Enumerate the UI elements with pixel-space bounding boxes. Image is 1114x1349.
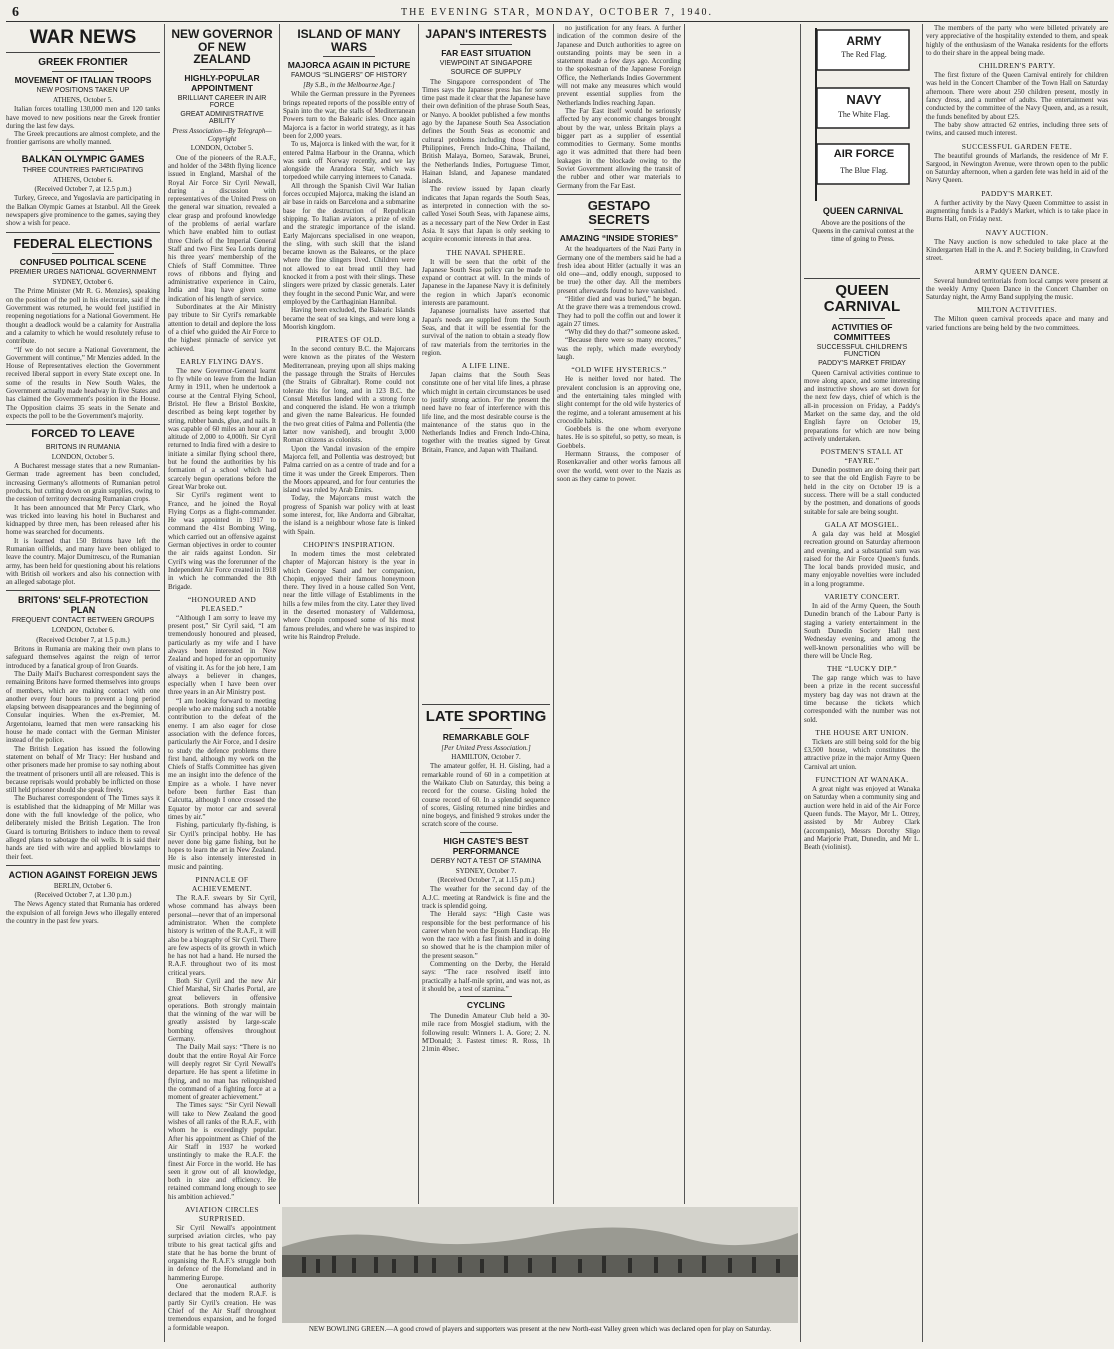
paragraph: Upon the Vandal invasion of the empire Majorca fell, and Pollentia was destroyed; but Palma carried on as a centre of trade and for a time it was under the Greek Emperors. Then the Moors appeared, and for four centuries the island was ruled by Arab Emirs. — [283, 444, 415, 495]
subhead: EARLY FLYING DAYS. — [180, 356, 264, 366]
paragraph: The new Governor-General learnt to fly while on leave from the Indian Army in 1911, when he undertook a course at the Central Flying School, Bristol. He flew a Bristol Boxkite, described as being kept together by string, rubber bands, glue, and nails. It was capable of 60 miles an hour at an altitude of 2,000 to 4,000ft. Sir Cyril returned to India fired with a desire to initiate a similar flying school there, but he found the authorities by his formation of a school which had scarcely begun operations before the Great War broke out. — [168, 366, 276, 491]
column-rule — [279, 24, 280, 1204]
paragraph: While the German pressure in the Pyrenees brings repeated reports of the possible entry of Spain into the war, the stalls of Mediterranean Powers turn to the Balearic isles. Once again Majorca is a factor in world strategy, as it has been for 2,000 years. — [283, 90, 415, 140]
paragraph: “Although I am sorry to leave my present post,” Sir Cyril said, “I am tremendously honoured and pleased, particularly as my wife and I have always been interested in New Zealand and hoped for an opportunity of visiting it. As for the job here, I am always a believer in changes, especially when I have been over three years in an Air Ministry post. — [168, 613, 276, 697]
navy-label: NAVY — [846, 92, 882, 107]
crowd-photo-icon — [282, 1207, 798, 1323]
subhead: FUNCTION AT WANAKA. — [815, 775, 909, 785]
deck: SOURCE OF SUPPLY — [450, 68, 522, 76]
photo-caption: NEW BOWLING GREEN.—A good crowd of players and supporters was present at the new North-east Valley green which was declared open for play on Saturday. — [308, 1325, 772, 1333]
paragraph: Subordinates at the Air Ministry pay tribute to Sir Cyril's remarkable attention to detail and deplore the loss of a chief who guided the Air Force to the highest pinnacle of service yet achieved. — [168, 303, 276, 353]
dateline: ATHENS, October 6. — [53, 175, 113, 184]
credit: [By S.B., in the Melbourne Age.] — [303, 81, 395, 90]
army-flag-label: The Red Flag. — [841, 50, 887, 59]
paragraph: “Hitler died and was buried,” he began. At the grave there was a tremendous crowd. They had to poll the coffin out and lower it again 27 times. — [557, 295, 681, 328]
subhead: “OLD WIFE HYSTERICS.” — [571, 365, 667, 375]
headline: GESTAPO SECRETS — [587, 197, 651, 227]
paragraph: A great night was enjoyed at Wanaka on Saturday when a community sing and auction were held in aid of the Air Force Queen funds. The Mayor, Mr L. Ottrey, assisted by Mr Aubrey Clark (accompanist), Messrs Dorothy Sligo and Marjorie Pratt, Dunedin, and Mr L. Beath (violinist). — [804, 785, 920, 852]
headline: NEW GOVERNOR OF NEW ZEALAND — [171, 27, 273, 67]
paragraph: The weather for the second day of the A.J.C. meeting at Randwick is fine and the track is splendid going. — [422, 885, 550, 910]
deck: FAR EAST SITUATION — [441, 47, 531, 58]
deck: CONFUSED POLITICAL SCENE — [19, 257, 147, 268]
deck: BRITONS IN RUMANIA — [45, 443, 121, 451]
deck: AMAZING “INSIDE STORIES” — [559, 233, 679, 244]
subhead: THE “LUCKY DIP.” — [826, 664, 898, 674]
masthead — [6, 3, 1108, 22]
paragraph: The gap range which was to have been a prize in the recent successful mystery bag day was not drawn at the time because the tickets which corresponded with the number was not sold. — [804, 674, 920, 724]
headline: ISLAND OF MANY WARS — [297, 27, 401, 54]
paragraph: In aid of the Army Queen, the South Dunedin branch of the Labour Party is staging a variety entertainment in the South Dunedin Society Hall next Wednesday evening, and among the well-known personalities who will be there will be Uncle Reg. — [804, 602, 920, 660]
subhead: CHOPIN'S INSPIRATION. — [303, 539, 395, 549]
subhead: PINNACLE OF ACHIEVEMENT. — [191, 875, 253, 894]
paragraph: no justification for any fears. A further indication of the common desire of the Japanese and Dutch authorities to agree on outstanding points may be seen in a statement made a few days ago. According to the spokesman of the Japanese Foreign Office, the Netherlands Indies Government will not make any measures which would prevent essential supplies from the Netherlands Indies reaching Japan. — [557, 24, 681, 107]
subhead: NAVY AUCTION. — [985, 227, 1049, 237]
dateline: SYDNEY, October 6. — [52, 278, 114, 287]
received-note: (Received October 7, at 1.5 p.m.) — [36, 635, 130, 644]
column-gestapo-secrets — [557, 24, 681, 1204]
deck: PREMIER URGES NATIONAL GOVERNMENT — [9, 269, 157, 277]
received-note: (Received October 7, at 12.5 p.m.) — [34, 185, 132, 194]
paragraph: “Because there were so many encores,” was the reply, which made everybody laugh. — [557, 336, 681, 362]
deck: MOVEMENT OF ITALIAN TROOPS — [14, 74, 152, 85]
paragraph: Britons in Rumania are making their own plans to safeguard themselves against the reign of terror introduced by a fanatical group of Iron Guards. — [6, 645, 160, 670]
headline: LATE SPORTING — [425, 708, 547, 725]
paragraph: A Bucharest message states that a new Rumanian-German trade agreement has been concluded, increasing Germany's allotments of Rumanian petrol products, but cutting down on grain supplies, owing to the cession of territory decreasing Rumanian crops. — [6, 462, 160, 504]
paragraph: Japan claims that the South Seas constitute one of her vital life lines, a phrase which might in certain circumstances be used to justify strong action. For the present the need have no fear of interference with this life line, and the most desirable course is the maintenance of the status quo in the Netherlands Indies and French Indo-China, together with the treaties signed by Great Britain, France, and Japan with Thailand. — [422, 371, 550, 454]
paragraph: Italian forces totalling 130,000 men and 120 tanks have moved to new positions near the Greek frontier during the last few days. — [6, 105, 160, 130]
paragraph: Japanese journalists have asserted that Japan's needs are supplied from the South Seas, and that it will be essential for the survival of the nation to obtain a steady flow of raw materials from the territories in the region. — [422, 307, 550, 357]
war-news-title: WAR NEWS — [29, 27, 137, 48]
paragraph: Having been excluded, the Balearic Islands became the seat of sea kings, and were long a Moorish kingdom. — [283, 306, 415, 331]
headline: FORCED TO LEAVE — [31, 428, 135, 441]
paragraph: The beautiful grounds of Marlands, the residence of Mr F. Sargood, in Newington Avenue, were thrown open to the public on Saturday afternoon, when a garden fete was held in aid of the Navy Queen. — [926, 151, 1108, 185]
column-japans-interests — [422, 24, 550, 699]
deck: VIEWPOINT AT SINGAPORE — [439, 59, 533, 67]
paragraph: Tickets are still being sold for the big £3,500 house, which constitutes the attractive prize in the major Army Queen Carnival art union. — [804, 737, 920, 771]
paragraph: Sir Cyril's regiment went to France, and he joined the Royal Flying Corps as a flight-commander. He was appointed in 1917 to command the 41st Bombing Wing, which carried out an offensive against German objectives in order to counter the air raids against London. Sir Cyril's wing was the forerunner of the Independent Air Force created in 1918 in which he commanded the 8th Brigade. — [168, 491, 276, 591]
paragraph: “I am looking forward to meeting people who are making such a notable contribution to the defeat of the enemy. I am also eager for close association with the defence forces, particularly the Air Force, and I desire to study the defence problems there first hand, although my work on the Chiefs of Staffs Committee has given me an insight into the defence of the Empire as a whole. I have never before been further East than Calcutta, although I once crossed the Equator by motor car and several times by air.” — [168, 696, 276, 821]
paragraph: It has been announced that Mr Percy Clark, who was tricked into leaving his hotel in Bucharest and kidnapped by three men, has been released after his home was searched for documents. — [6, 503, 160, 537]
paragraph: Several hundred territorials from local camps were present at the weekly Army Queen Dance in the Concert Chamber on Saturday night, the Army Band supplying the music. — [926, 276, 1108, 302]
deck: HIGHLY-POPULAR APPOINTMENT — [184, 72, 260, 93]
queen-carnival-flag-graphic — [808, 26, 918, 266]
paragraph: The amateur golfer, H. H. Gisling, had a remarkable round of 60 in a competition at the Waikato Club on Saturday, this being a record for the course. Gisling holed the course record of 60. In a splendid sequence of scores, Gisling returned nine birdies and nine bogeys, and finished 9 strokes under the scratch score of the course. — [422, 762, 550, 829]
received-note: (Received October 7, at 1.15 p.m.) — [437, 876, 535, 885]
subhead: PIRATES OF OLD. — [315, 335, 383, 345]
navy-flag-label: The White Flag. — [837, 110, 891, 119]
deck: NEW POSITIONS TAKEN UP — [36, 86, 130, 94]
paragraph: The Milton queen carnival proceeds apace and many and varied functions are being held by the two committees. — [926, 315, 1108, 332]
deck: PADDY'S MARKET FRIDAY — [818, 359, 906, 367]
headline: FEDERAL ELECTIONS — [13, 235, 153, 251]
dateline: ATHENS, October 5. — [53, 95, 113, 104]
credit: Press Association—By Telegraph—Copyright — [172, 126, 272, 144]
received-note: (Received October 7, at 1.30 p.m.) — [34, 891, 132, 900]
banner-caption-head: QUEEN CARNIVAL — [822, 206, 904, 216]
column-new-governor — [168, 24, 276, 1332]
column-rule — [922, 24, 923, 1342]
headline: JAPAN'S INTERESTS — [425, 27, 547, 41]
column-carnival-continued — [926, 24, 1108, 1344]
deck: THREE COUNTRIES PARTICIPATING — [22, 166, 144, 174]
paragraph: The review issued by Japan clearly indicates that Japan regards the South Seas, as interpreted in connection with the so-called Yosei South Seas, with Japanese aims, as a necessary part of the New Order in East Asia. It says that Japan is only seeking to acquire economic interests in that area. — [422, 185, 550, 244]
paragraph: He is neither loved nor hated. The prevalent conclusion is an approving one, and the entertaining tales mingled with slight contempt for the old wife hysterics of the regime, and a tolerant amusement at his crocodile habits. — [557, 375, 681, 425]
page-number: 6 — [12, 5, 19, 20]
dateline: LONDON, October 5. — [51, 452, 115, 461]
deck: MAJORCA AGAIN IN PICTURE — [287, 60, 411, 71]
paragraph: “Why did they do that?” someone asked. — [565, 328, 680, 337]
paper-dateline: THE EVENING STAR, MONDAY, OCTOBER 7, 1940. — [401, 7, 713, 18]
headline: QUEEN CARNIVAL — [823, 282, 901, 315]
paragraph: The Daily Mail's Bucharest correspondent says the remaining Britons have formed themselves into groups of members, which are making contact with one another every four hours to prevent a long period elapsing between disappearances and the beginning of Consular inquiries. When the ex-Premier, M. Argentoianu, learned that men were ransacking his house he made contact with the German Minister instead of the police. — [6, 669, 160, 745]
deck: GREAT ADMINISTRATIVE ABILITY — [180, 110, 264, 125]
paragraph: Fishing, particularly fly-fishing, is Sir Cyril's principal hobby. He has never done big game fishing, but he hopes to learn the art in New Zealand. He is also intensely interested in music and painting. — [168, 821, 276, 871]
subhead: THE NAVAL SPHERE. — [446, 247, 526, 257]
dateline: SYDNEY, October 7. — [455, 866, 517, 875]
paragraph: “If we do not secure a National Government, the Government will continue,” Mr Menzies added. In the House of Representatives election the Government received liberal support in every State except one. In some of the results in New South Wales, the Government actually made headway in five States and has claimed the Government's position in the House. The Opposition claims 35 seats in the Senate and expects the poll to be the Government's majority. — [6, 345, 160, 420]
army-label: ARMY — [846, 34, 882, 48]
paragraph: It is learned that 150 Britons have left the Rumanian oilfields, and many have been obliged to leave the country. Major Dumitrescu, of the Rumanian army, has been held for questioning about his relations with British oil workers and also his connection with an alleged sabotage plot. — [6, 536, 160, 587]
headline: GREEK FRONTIER — [38, 56, 128, 68]
column-rule — [553, 24, 554, 1204]
subhead: “HONOURED AND PLEASED.” — [187, 594, 257, 613]
subhead: ARMY QUEEN DANCE. — [974, 266, 1060, 276]
paragraph: Sir Cyril Newall's appointment surprised aviation circles, who pay tribute to his great tactical gifts and state that he has borne the brunt of organising the R.A.F.'s struggle both in defence of the Homeland and in hammering Europe. — [168, 1224, 276, 1282]
headline: BRITONS' SELF-PROTECTION PLAN — [18, 595, 148, 616]
column-war-news — [6, 24, 160, 1344]
paragraph: The first fixture of the Queen Carnival entirely for children was held in the Concert Chamber of the Town Hall on Saturday afternoon. There were about 250 children present, mostly in fancy dress, and a number of adults. The entertainment was conducted by the committee of the Navy Queen, and, as a result, the funds benefited by about £25. — [926, 71, 1108, 121]
paragraph: At the headquarters of the Nazi Party in Germany one of the members said he had a fresh idea about Hitler (actually it was an old one—and, oddly enough, supposed to be true) the other day. All the members present afterwards found to have vanished. — [557, 245, 681, 295]
column-rule — [164, 24, 165, 1342]
dateline: BERLIN, October 6. — [53, 881, 113, 890]
column-island-of-many-wars — [283, 24, 415, 1204]
deck: DERBY NOT A TEST OF STAMINA — [430, 857, 542, 865]
subhead: SUCCESSFUL GARDEN FETE. — [961, 141, 1073, 151]
paragraph: One aeronautical authority declared that the modern R.A.F. is partly Sir Cyril's creation. He was Chief of the Air Staff throughout tremendous expansion, and he forged a formidable weapon. — [168, 1282, 276, 1332]
subhead: A LIFE LINE. — [461, 361, 511, 371]
paragraph: The Times says: “Sir Cyril Newall will take to New Zealand the good wishes of all ranks of the R.A.F., with whom he is exceedingly popular. After his appointment as Chief of the Air Staff in 1937 he worked unstintingly to make the R.A.F. the finest Air Force in the world. He has seen it grow out of all knowledge, both in size and efficiency. He retained command long enough to see his ambition achieved.” — [168, 1101, 276, 1201]
dateline: HAMILTON, October 7. — [451, 753, 521, 762]
subhead: POSTMEN'S STALL AT “FAYRE.” — [820, 447, 904, 466]
paragraph: The Bucharest correspondent of The Times says it is established that the kidnapping of Mr Millar was done with the full knowledge of the police, who deliberately misled the British Legation. The Iron Guard is torturing Britishers to induce them to reveal alleged plans to sabotage the oil wells. It is said their hands are tied with wire and applied blowlamps to their feet. — [6, 794, 160, 861]
paragraph: All through the Spanish Civil War Italian forces occupied Majorca, making the island an air base in raids on Barcelona and a submarine base for the destruction of Republican shipping. To Italian aviators, a prize of exile and the strategic importance of the island. Early Majorcans specialised in one weapon, the sling, with such skill that the island became known as the Baleares, or the place where the fine slingers lived. Children were not allowed to eat bread until they had knocked it from a post with their slings. These slingers were prized by classic generals. Later they fought in the second Punic War, and were employed by the Carthaginian Hannibal. — [283, 181, 415, 306]
paragraph: The News Agency stated that Rumania has ordered the expulsion of all foreign Jews who illegally entered the country in the past few years. — [6, 900, 160, 925]
subhead: VARIETY CONCERT. — [824, 592, 900, 602]
subhead: PADDY'S MARKET. — [981, 188, 1053, 198]
headline: CYCLING — [466, 1000, 506, 1011]
paragraph: Today, the Majorcans must watch the progress of Spanish war policy with at least some interest, for, like Andorra and Gibraltar, the island is a neighbour whose fate is linked with Spain. — [283, 494, 415, 536]
column-rule — [418, 24, 419, 1204]
paragraph: The Daily Mail says: “There is no doubt that the entire Royal Air Force will deeply regret Sir Cyril Newall's departure. He has spent a lifetime in flying, and no man has relinquished the command of a fighting force at a moment of greater achievement.” — [168, 1043, 276, 1102]
subhead: THE HOUSE ART UNION. — [815, 727, 909, 737]
column-rule — [684, 24, 685, 1204]
paragraph: The Greek precautions are almost complete, and the frontier garrisons are wholly manned. — [6, 130, 160, 147]
subhead: AVIATION CIRCLES SURPRISED. — [185, 1205, 259, 1223]
paragraph: The Herald says: “High Caste was responsible for the best performance of his career when he won the Epsom Handicap. He won the race with a fast finish and in doing so showed that he is the champion miler of the present season.” — [422, 910, 550, 960]
paragraph: Goebbels is the one whom everyone hates. He is so spiteful, so petty, so mean, is Goebbels. — [557, 425, 681, 450]
bowling-green-photo — [282, 1207, 798, 1323]
paragraph: The R.A.F. swears by Sir Cyril, whose command has always been personal—never that of an impersonal administrator. When the complete history is written of the R.A.F., it will also be a biography of Sir Cyril. There are few aspects of its growth in which he has not had a hand. He nursed the R.A.F. throughout two of its most critical years. — [168, 894, 276, 977]
subhead: CHILDREN'S PARTY. — [978, 61, 1056, 71]
deck: FAMOUS “SLINGERS” OF HISTORY — [290, 72, 408, 80]
credit: [Per United Press Association.] — [441, 743, 531, 752]
paragraph: Commenting on the Derby, the Herald says: “The race resolved itself into practically a half-mile sprint, and was not, as it should be, a test of stamina.” — [422, 959, 550, 993]
deck: FREQUENT CONTACT BETWEEN GROUPS — [11, 617, 155, 625]
subhead: MILTON ACTIVITIES. — [976, 305, 1058, 315]
headline: BALKAN OLYMPIC GAMES — [21, 153, 145, 165]
paragraph: Queen Carnival activities continue to move along apace, and some interesting and instructive shows are set down for the next few days, chief of which is the all-in procession on Friday, a Paddy's Market on the same day, and the old English fayre on October 19, preparations for which are now being actively undertaken. — [804, 368, 920, 443]
paragraph: Both Sir Cyril and the new Air Chief Marshal, Sir Charles Portal, are great believers in offensive operations. Both strongly maintain that the winning of the war will be greatly assisted by large-scale bombing offensives throughout Germany. — [168, 976, 276, 1044]
paragraph: To us, Majorca is linked with the war, for it entered Palma Harbour in the Oranna, which was sunk off Norway recently, and we lay alongside the Arandora Star, which was torpedoed while carrying internees to Canada. — [283, 140, 415, 182]
paragraph: The Far East itself would be seriously affected by any economic changes brought about by the war, unless Britain plays a bigger part as a supplier of essential commodities to Germany. Some months ago it was admitted that there had been leakages in the blockade owing to the Soviet Government allowing the transit of the rubber and other war materials to Germany from the Far East. — [557, 106, 681, 190]
paragraph: One of the pioneers of the R.A.F., and holder of the 348th flying licence issued in England, Marshal of the Royal Air Force Sir Cyril Newall, during a discussion with representatives of the United Press on the general war situation, revealed a clear grasp and profound knowledge of the problems of aerial warfare which have enabled him to outlast three Chiefs of the Imperial General Staff and two First Sea Lords during his three years' membership of the Chiefs of Staff Committee. Three rows of ribbons and flying and administrative experience in Cairo, India and Iraq have given some indication of his length of service. — [168, 153, 276, 303]
paragraph: The Prime Minister (Mr R. G. Menzies), speaking on the position of the poll in his electorate, said if the Government was returned, he would feel justified in reopening negotiations for a National Government. He thought a deadlock would be a calamity for Australia and a calamity to which he would resolutely refuse to contribute. — [6, 287, 160, 346]
deck: BRILLIANT CAREER IN AIR FORCE — [177, 94, 267, 109]
subhead: GALA AT MOSGIEL. — [824, 519, 900, 529]
paragraph: It will be seen that the orbit of the Japanese South Seas policy can be made to expand or contract at will. In the minds of Japanese in the Japanese Navy it is definitely the region in which Japan's economic interests are paramount. — [422, 257, 550, 308]
paragraph: The Navy auction is now scheduled to take place at the Kindergarten Hall in the A. and P. Society building, in Crawford street. — [926, 237, 1108, 263]
paragraph: The Dunedin Amateur Club held a 30-mile race from Mosgiel stadium, with the following result: Winners 1. A. Gore; 2. N. M'Donald; 3. Fastest times: R. Ross, 1h 21min 40sec. — [422, 1012, 550, 1054]
paragraph: The British Legation has issued the following statement on behalf of Mr Tracy: Her husband and other prisoners made her promise to say nothing about the treatment of prisoners until all are released. This is because reprisals would probably be inflicted on those still held prisoner should she speak freely. — [6, 744, 160, 795]
deck: SUCCESSFUL CHILDREN'S FUNCTION — [816, 343, 908, 358]
headline: HIGH CASTE'S BEST PERFORMANCE — [443, 835, 529, 856]
column-rule — [800, 24, 801, 1342]
deck: REMARKABLE GOLF — [442, 731, 530, 742]
air-force-flag-label: The Blue Flag. — [840, 166, 888, 175]
deck: ACTIVITIES OF COMMITTEES — [831, 321, 893, 342]
paragraph: In modern times the most celebrated chapter of Majorcan history is the year in which George Sand and her companion, Chopin, enjoyed their famous honeymoon there. They lived in a house called Son Vent, near the little village of Establiments in the hills a few miles from the city. Later they lived in the deserted monastery of Valldemosa, where Chopin composed some of his most famous preludes, and where he was inspired to write his Raindrop Prelude. — [283, 549, 415, 641]
paragraph: A gala day was held at Mosgiel recreation ground on Saturday afternoon and evening, and a substantial sum was raised for the Air Force Queen's funds. The local bands provided music, and many enjoyable novelties were included in a long programme. — [804, 529, 920, 588]
paragraph: Turkey, Greece, and Yugoslavia are participating in the Balkan Olympic Games at Istanbul. All the Greek newspapers give prominence to the games, saying they show a wish for peace. — [6, 194, 160, 228]
paragraph: The members of the party who were billeted privately are very appreciative of the hospitality extended to them, and speak highly of the enthusiasm of the Wanaka residents for the efforts to do their share in the appeal being made. — [926, 24, 1108, 57]
paragraph: Hermann Strauss, the composer of Rosenkavalier and other works famous all over the world, went over to the Nazis as soon as they came to power. — [557, 450, 681, 483]
headline: ACTION AGAINST FOREIGN JEWS — [8, 869, 158, 880]
dateline: LONDON, October 5. — [190, 144, 254, 153]
air-force-label: AIR FORCE — [833, 148, 895, 160]
paragraph: The Singapore correspondent of The Times says the Japanese press has for some time past made it clear that the Japanese have their own definition of the phrase South Seas, or Nanyo. A booklet published a few months ago by the Japanese South Sea Association defines the South Seas as economic and cultural problems including those of the Philippines, French Indo-China, Thailand, British Malaya, Borneo, Sarawak, Brunei, the Netherlands Indies, Portuguese Timor, Hainan Island, and Japanese mandated islands. — [422, 77, 550, 186]
paragraph: The baby show attracted 62 entries, including three sets of twins, and caused much interest. — [926, 120, 1108, 138]
paragraph: A further activity by the Navy Queen Committee to assist in augmenting funds is a Paddy's Market, which is to take place in Burns Hall, on Friday next. — [926, 198, 1108, 224]
paragraph: Dunedin postmen are doing their part to see that the old English Fayre to be held in the city on October 19 is a success. There will be a stall conducted by the postmen, and donations of goods suitable for sale are being sought. — [804, 466, 920, 516]
banner-caption-body: Above are the positions of the Queens in the carnival contest at the time of going to Press. — [812, 219, 914, 243]
dateline: LONDON, October 6. — [51, 626, 115, 635]
column-late-sporting — [422, 700, 550, 1205]
paragraph: In the second century B.C. the Majorcans were known as the pirates of the Western Mediterranean, preying upon all ships making the passage through the Straits of Hercules (the Straits of Gibraltar). Rome could not tolerate this for long, and in 123 B.C. the Consul Metellus landed with a strong force and conquered the island. He won a triumph and given the name Balearicus. He founded the two great cities of Palma and Pollentia (the latter now vanished), and brought 3,000 Roman citizens as colonists. — [283, 345, 415, 445]
